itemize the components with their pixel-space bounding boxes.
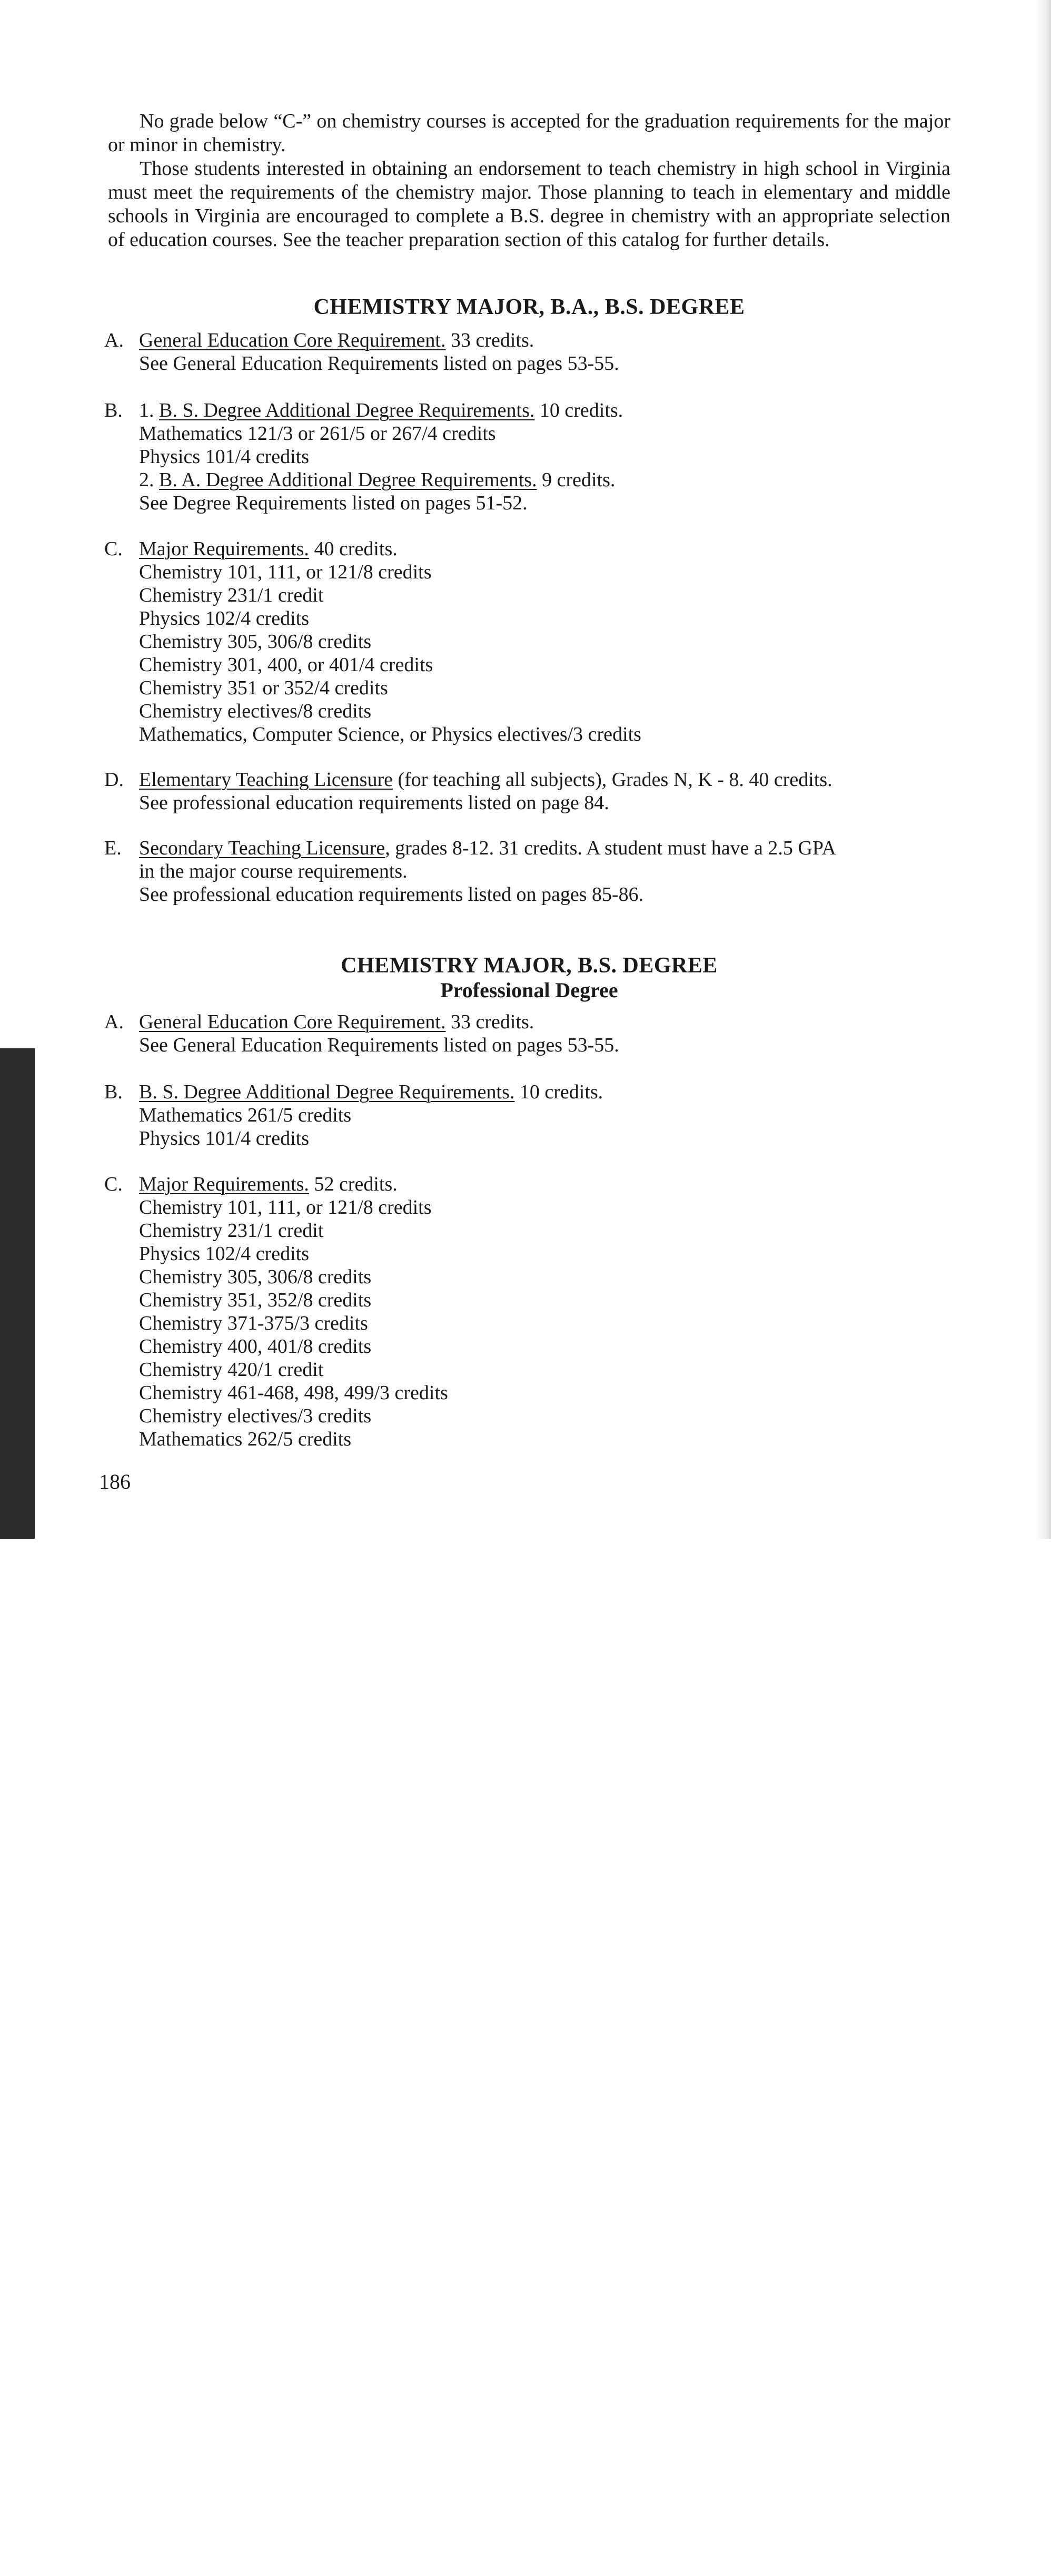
- sub-prefix: 2.: [139, 469, 159, 491]
- page-number: 186: [99, 1470, 131, 1493]
- course-line: Physics 102/4 credits: [139, 1243, 309, 1265]
- course-line: Mathematics, Computer Science, or Physics electives/3 credits: [139, 723, 641, 745]
- course-line: Chemistry 461-468, 498, 499/3 credits: [139, 1382, 448, 1404]
- item-letter: B.: [104, 1081, 123, 1103]
- item-credits: 10 credits.: [534, 399, 623, 421]
- item-line: See Degree Requirements listed on pages 51-52.: [139, 492, 528, 514]
- item-title: Major Requirements.: [139, 1173, 309, 1195]
- item-title: B. S. Degree Additional Degree Requirements.: [139, 1081, 515, 1103]
- item-title: Elementary Teaching Licensure: [139, 769, 393, 791]
- item-title: Major Requirements.: [139, 538, 309, 560]
- item-line: Physics 101/4 credits: [139, 446, 309, 468]
- item-title: General Education Core Requirement.: [139, 329, 446, 351]
- item-credits: 33 credits.: [445, 1011, 534, 1033]
- item-title: B. S. Degree Additional Degree Requirements.: [159, 399, 535, 421]
- item-credits: 10 credits.: [514, 1081, 603, 1103]
- req-a-general-education-professional: [104, 1010, 968, 1057]
- side-tab-label: LIBERAL ARTS & SCIENCES: [3, 2167, 31, 2576]
- item-line: See General Education Requirements listed on pages 53-55.: [139, 352, 619, 375]
- item-credits: 52 credits.: [309, 1173, 398, 1195]
- item-credits: (for teaching all subjects), Grades N, K - 8. 40 credits.: [392, 769, 832, 791]
- item-line: Physics 101/4 credits: [139, 1127, 309, 1149]
- item-letter: A.: [104, 329, 124, 351]
- req-c-major-requirements-professional: [104, 1173, 968, 1451]
- item-letter: C.: [104, 1173, 123, 1195]
- section-heading-ba-bs: CHEMISTRY MAJOR, B.A., B.S. DEGREE: [313, 295, 745, 319]
- item-credits: 9 credits.: [537, 469, 616, 491]
- section-heading-bs-professional: CHEMISTRY MAJOR, B.S. DEGREE: [341, 953, 718, 978]
- item-letter: A.: [104, 1011, 124, 1033]
- req-b-degree-requirements: [104, 399, 968, 515]
- course-line: Chemistry 371-375/3 credits: [139, 1312, 368, 1334]
- item-line: See professional education requirements listed on page 84.: [139, 792, 609, 814]
- req-c-major-requirements: [104, 537, 968, 746]
- course-line: Chemistry 351 or 352/4 credits: [139, 677, 388, 699]
- course-line: Chemistry 101, 111, or 121/8 credits: [139, 1196, 432, 1218]
- page-edge-shadow: [1035, 0, 1051, 1539]
- intro-text: [108, 110, 950, 252]
- item-letter: D.: [104, 769, 124, 791]
- course-line: Mathematics 262/5 credits: [139, 1428, 352, 1450]
- course-line: Chemistry 351, 352/8 credits: [139, 1289, 372, 1311]
- item-line: See professional education requirements listed on pages 85-86.: [139, 883, 644, 906]
- item-line: Mathematics 121/3 or 261/5 or 267/4 credits: [139, 422, 496, 445]
- item-letter: E.: [104, 837, 122, 859]
- course-line: Chemistry 231/1 credit: [139, 1220, 324, 1242]
- item-letter: B.: [104, 399, 123, 421]
- course-line: Chemistry 301, 400, or 401/4 credits: [139, 654, 433, 676]
- course-line: Chemistry electives/8 credits: [139, 700, 372, 722]
- intro-paragraph-teaching: Those students interested in obtaining an endorsement to teach chemistry in high school in Virginia must meet the requirements of the chemistry major. Those planning to teach in elementary and middle schools in Virginia are encouraged to complete a B.S. degree in chemistry with an appropriate selection of education courses. See the teacher preparation section of this catalog for further details.: [108, 158, 950, 251]
- item-letter: C.: [104, 538, 123, 560]
- item-line: See General Education Requirements listed on pages 53-55.: [139, 1034, 619, 1056]
- req-e-secondary-licensure: [104, 837, 968, 906]
- req-b-bs-requirements-professional: [104, 1080, 968, 1150]
- item-title: Secondary Teaching Licensure: [139, 837, 385, 859]
- item-title: General Education Core Requirement.: [139, 1011, 446, 1033]
- item-line: Mathematics 261/5 credits: [139, 1104, 352, 1126]
- course-line: Chemistry 400, 401/8 credits: [139, 1335, 372, 1358]
- req-a-general-education: [104, 329, 968, 375]
- course-line: Chemistry 231/1 credit: [139, 584, 324, 606]
- sub-prefix: 1.: [139, 399, 159, 421]
- course-line: Chemistry electives/3 credits: [139, 1405, 372, 1427]
- section-side-tab: [0, 1048, 35, 2576]
- intro-paragraph-grade: No grade below “C-” on chemistry courses is accepted for the graduation requirements for the major or minor in chemistry.: [108, 110, 950, 156]
- course-line: Chemistry 420/1 credit: [139, 1359, 324, 1381]
- item-title: B. A. Degree Additional Degree Requirements.: [159, 469, 537, 491]
- item-credits: 33 credits.: [445, 329, 534, 351]
- course-line: Physics 102/4 credits: [139, 607, 309, 630]
- item-line: in the major course requirements.: [139, 860, 408, 882]
- course-line: Chemistry 101, 111, or 121/8 credits: [139, 561, 432, 583]
- item-credits: 40 credits.: [309, 538, 398, 560]
- course-line: Chemistry 305, 306/8 credits: [139, 1266, 372, 1288]
- req-d-elementary-licensure: [104, 768, 968, 814]
- section-subheading: Professional Degree: [440, 978, 618, 1002]
- item-credits: , grades 8-12. 31 credits. A student must have a 2.5 GPA: [385, 837, 836, 859]
- course-line: Chemistry 305, 306/8 credits: [139, 631, 372, 653]
